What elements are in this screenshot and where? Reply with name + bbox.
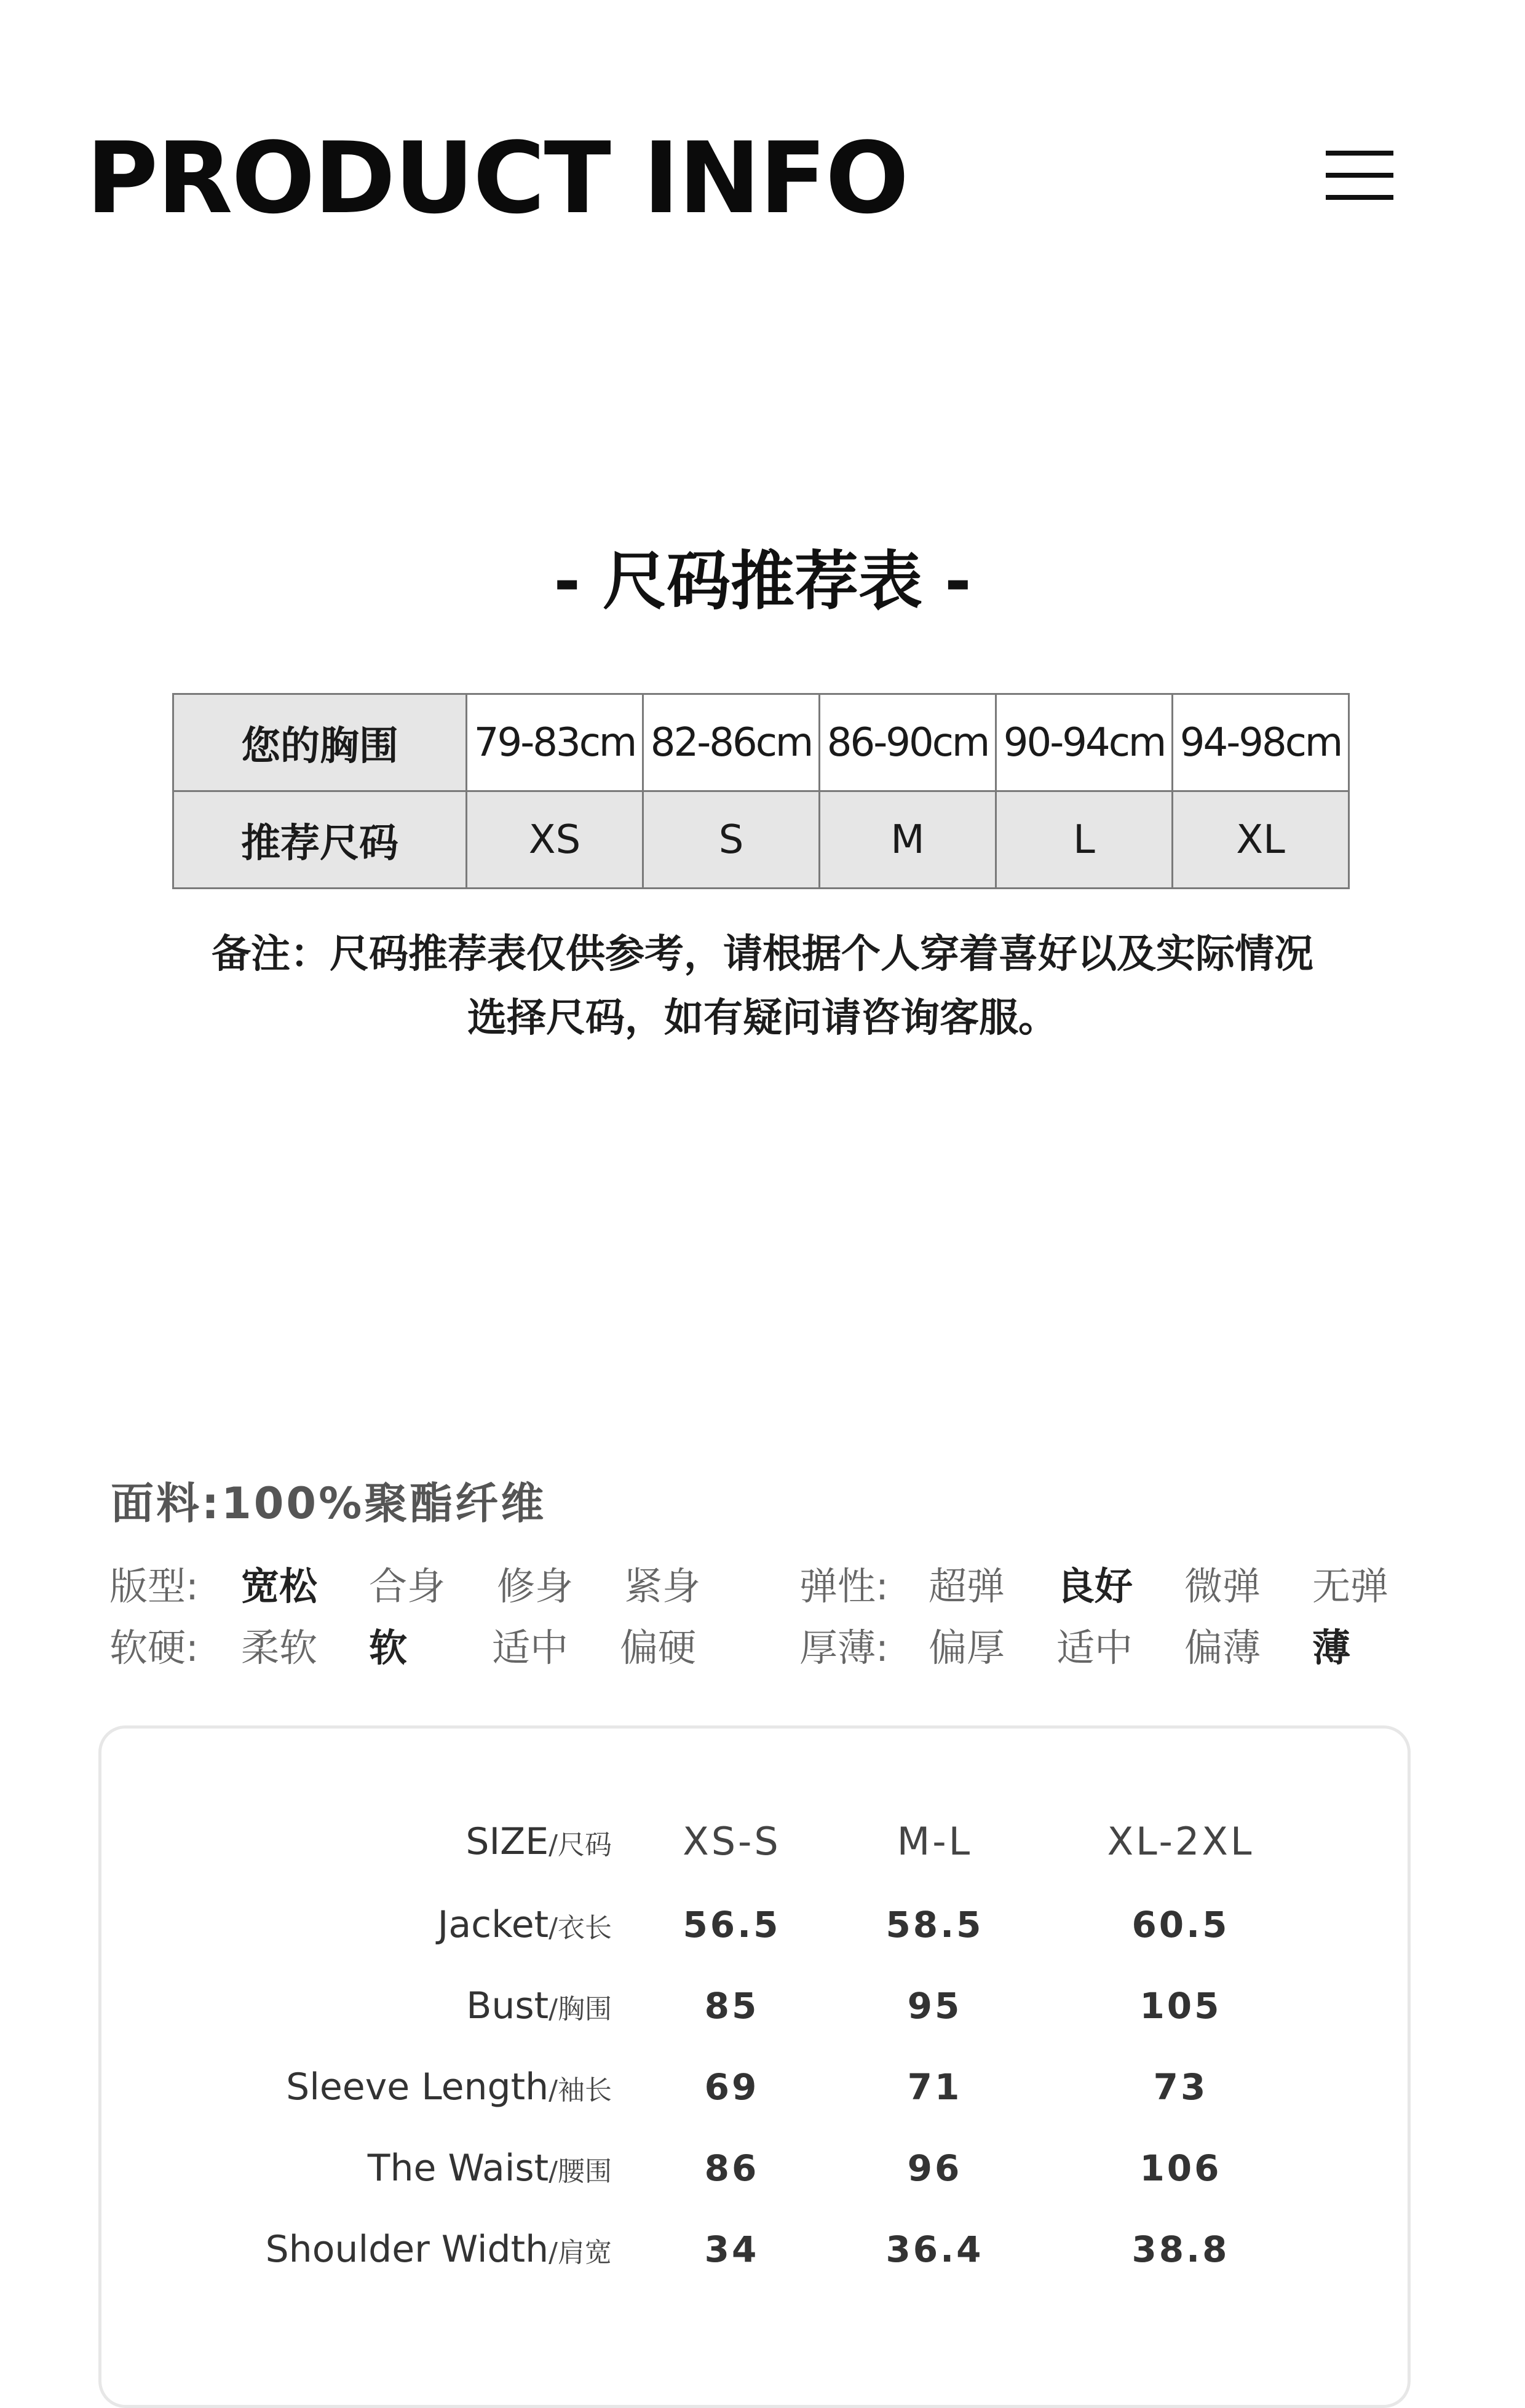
size-column-header: XL-2XL <box>1107 1819 1254 1864</box>
size-cell: M <box>820 791 996 889</box>
measurement-value: 36.4 <box>885 2228 984 2270</box>
elasticity-label: 弹性: <box>799 1564 889 1609</box>
row-label-chest: 您的胸围 <box>173 694 467 791</box>
size-chart-header <box>0 1811 1525 1872</box>
size-column-header: XS-S <box>683 1819 781 1864</box>
thickness-option: 偏厚 <box>929 1625 1005 1670</box>
measurement-label <box>266 2219 612 2284</box>
softness-option: 柔软 <box>241 1625 318 1670</box>
thickness-label: 厚薄: <box>799 1625 889 1670</box>
measurement-value: 69 <box>704 2066 759 2108</box>
thickness-option-selected: 薄 <box>1312 1625 1351 1670</box>
label-en: Bust <box>466 1984 549 2027</box>
label-cn: /袖长 <box>549 2075 612 2106</box>
thickness-option: 适中 <box>1056 1625 1133 1670</box>
fit-option: 合身 <box>369 1564 446 1609</box>
chest-range-cell: 82-86cm <box>643 694 820 791</box>
fit-label: 版型: <box>109 1564 199 1609</box>
measurement-value: 95 <box>907 1985 962 2027</box>
table-row <box>0 2219 1525 2280</box>
size-recommendation-heading: - 尺码推荐表 - <box>553 544 972 619</box>
table-row <box>0 1975 1525 2037</box>
label-cn: /胸围 <box>549 1994 612 2025</box>
chest-range-cell: 79-83cm <box>467 694 643 791</box>
size-note-line: 备注：尺码推荐表仅供参考，请根据个人穿着喜好以及实际情况 <box>212 932 1313 977</box>
measurement-value: 86 <box>704 2147 759 2189</box>
label-cn: /尺码 <box>549 1829 612 1861</box>
measurement-value: 60.5 <box>1131 1904 1230 1946</box>
fit-option: 修身 <box>497 1564 574 1609</box>
size-note <box>172 922 1353 1050</box>
elasticity-option: 微弹 <box>1184 1564 1261 1609</box>
fit-option-selected: 宽松 <box>241 1564 318 1609</box>
page-title: PRODUCT INFO <box>86 121 908 236</box>
size-note-line: 选择尺码，如有疑问请咨询客服。 <box>467 996 1058 1041</box>
measurement-label <box>368 2137 612 2203</box>
table-row <box>173 694 1349 791</box>
softness-option: 偏硬 <box>620 1625 697 1670</box>
measurement-value: 38.8 <box>1131 2228 1230 2270</box>
measurement-label <box>466 1975 612 2040</box>
label-en: The Waist <box>367 2147 549 2190</box>
softness-option: 适中 <box>492 1625 569 1670</box>
measurement-value: 56.5 <box>683 1904 781 1946</box>
size-cell: XL <box>1173 791 1349 889</box>
table-row <box>0 2056 1525 2118</box>
thickness-option: 偏薄 <box>1184 1625 1261 1670</box>
measurement-value: 58.5 <box>885 1904 984 1946</box>
label-cn: /肩宽 <box>549 2237 612 2268</box>
size-chart-header-label <box>465 1811 612 1876</box>
label-en: SIZE <box>465 1820 549 1863</box>
label-en: Shoulder Width <box>265 2228 549 2271</box>
attribute-row-fit-elasticity <box>0 1556 1525 1617</box>
size-cell: S <box>643 791 820 889</box>
chest-range-cell: 90-94cm <box>996 694 1173 791</box>
measurement-value: 85 <box>704 1985 759 2027</box>
row-label-size: 推荐尺码 <box>173 791 467 889</box>
measurement-label <box>286 2056 612 2121</box>
measurement-value: 34 <box>704 2228 759 2270</box>
softness-label: 软硬: <box>109 1625 199 1670</box>
size-cell: XS <box>467 791 643 889</box>
measurement-label <box>438 1894 612 1959</box>
fabric-composition: 面料:100%聚酯纤维 <box>111 1478 547 1529</box>
elasticity-option: 超弹 <box>929 1564 1005 1609</box>
label-en: Jacket <box>437 1903 549 1946</box>
measurement-value: 73 <box>1153 2066 1208 2108</box>
measurement-value: 71 <box>907 2066 962 2108</box>
measurement-value: 105 <box>1139 1985 1222 2027</box>
chest-range-cell: 86-90cm <box>820 694 996 791</box>
size-recommendation-table <box>172 693 1350 889</box>
size-cell: L <box>996 791 1173 889</box>
label-en: Sleeve Length <box>286 2065 549 2109</box>
fit-option: 紧身 <box>624 1564 701 1609</box>
menu-button[interactable] <box>1322 145 1396 206</box>
attribute-row-softness-thickness <box>0 1617 1525 1679</box>
softness-option-selected: 软 <box>369 1625 408 1670</box>
elasticity-option: 无弹 <box>1312 1564 1389 1609</box>
label-cn: /腰围 <box>549 2156 612 2187</box>
table-row <box>0 1894 1525 1955</box>
label-cn: /衣长 <box>549 1912 612 1944</box>
chest-range-cell: 94-98cm <box>1173 694 1349 791</box>
measurement-value: 96 <box>907 2147 962 2189</box>
measurement-value: 106 <box>1139 2147 1222 2189</box>
table-row <box>173 791 1349 889</box>
table-row <box>0 2137 1525 2199</box>
size-column-header: M-L <box>897 1819 973 1864</box>
elasticity-option-selected: 良好 <box>1056 1564 1133 1609</box>
